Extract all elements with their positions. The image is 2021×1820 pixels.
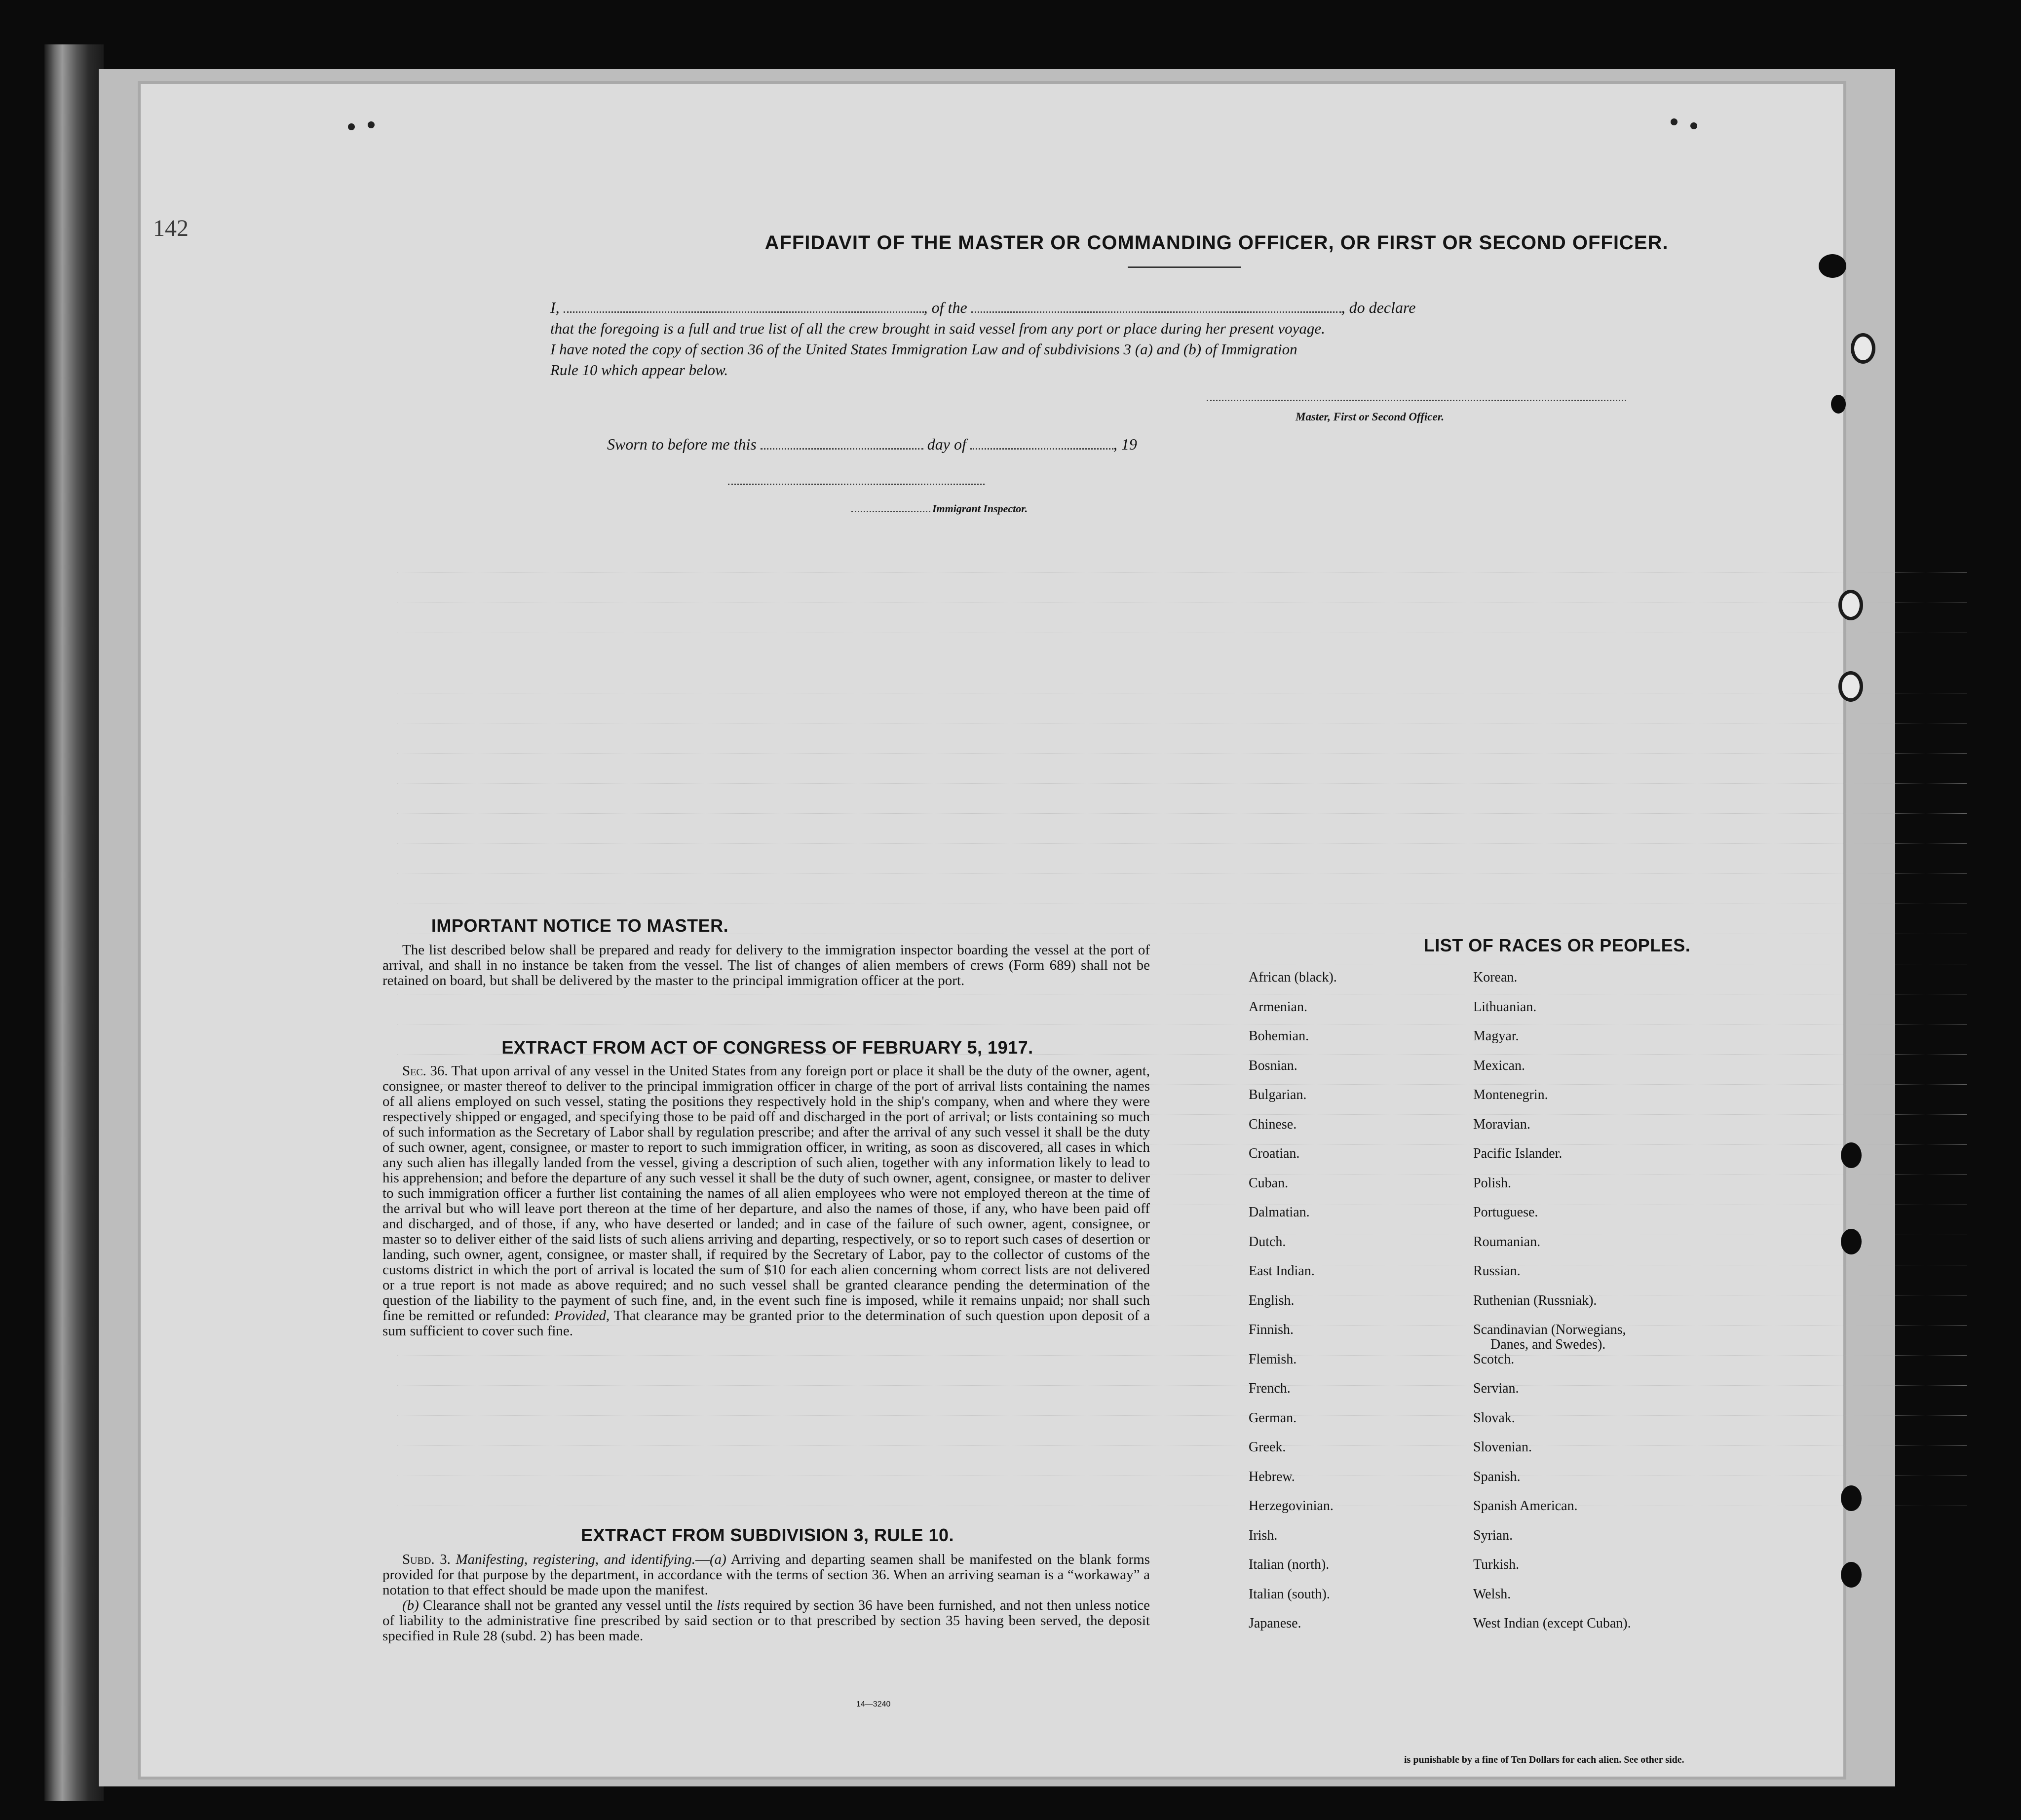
race-item: Bulgarian.: [1249, 1087, 1307, 1102]
race-item: Dutch.: [1249, 1234, 1286, 1250]
extract-act-title: EXTRACT FROM ACT OF CONGRESS OF FEBRUARY 5, 1917.: [501, 1037, 1033, 1058]
affidavit-i: I,: [550, 299, 560, 316]
race-item: Lithuanian.: [1473, 999, 1537, 1015]
para-a-text: Arriving and departing seamen shall be manifested on the blank forms provided for that purpose by the department, in accordance with the terms of section 36. When an arriving seaman is a “workaway” a notation to that effect should be made upon the manifest.: [382, 1552, 1150, 1598]
race-item: Ruthenian (Russniak).: [1473, 1292, 1597, 1308]
race-item: Finnish.: [1249, 1322, 1294, 1337]
signature-label: Master, First or Second Officer.: [1296, 411, 1445, 423]
sworn-day-blank: [761, 448, 923, 450]
para-b-lists: lists: [717, 1597, 740, 1613]
inspector-line: [851, 502, 1028, 515]
sworn-month-blank: [970, 448, 1113, 450]
provided-word: Provided,: [554, 1308, 610, 1324]
ink-spot: [1671, 118, 1678, 125]
para-a-label: (a): [709, 1552, 726, 1567]
race-item: Russian.: [1473, 1263, 1521, 1279]
name-blank: [564, 311, 924, 313]
race-item: Flemish.: [1249, 1351, 1297, 1367]
ink-spot: [348, 123, 355, 130]
inspector-label: Immigrant Inspector.: [932, 502, 1028, 515]
footer-note: is punishable by a fine of Ten Dollars for each alien. See other side.: [1404, 1754, 1684, 1765]
ink-spot: [368, 121, 375, 128]
notice-text: [382, 943, 1150, 988]
race-item: Dalmatian.: [1249, 1205, 1310, 1220]
race-item: French.: [1249, 1381, 1291, 1396]
sec-label: Sec. 36.: [402, 1063, 448, 1079]
notice-title: IMPORTANT NOTICE TO MASTER.: [431, 915, 729, 936]
race-item: Japanese.: [1249, 1616, 1301, 1631]
race-item: Slovenian.: [1473, 1440, 1532, 1455]
punch-ring: [1851, 333, 1875, 364]
sworn-line: [607, 435, 1137, 454]
race-item: Welsh.: [1473, 1586, 1511, 1602]
sworn-year: , 19: [1113, 435, 1137, 453]
sec-36-end: That clearance may be granted prior to the determination of such question upon deposit of a sum sufficient to cover such fine.: [382, 1308, 1150, 1339]
sworn-day-of: day of: [927, 435, 966, 453]
race-item: Irish.: [1249, 1527, 1278, 1543]
binder-edge: [44, 44, 104, 1801]
sec-36-text: That upon arrival of any vessel in the United States from any foreign port or place it shall be the duty of the owner, agent, consignee, or master thereof to deliver to the principal immigration officer in charge of the port of arrival lists containing the names of all aliens employed on such vessel, stating the positions they respectively hold in the ship's company, when and where they were respectively shipped or engaged, and specifying those to be paid off and discharged in the port of arrival; or lists containing so much of such information as the Secretary of Labor shall by regulation prescribe; and after the arrival of any such vessel it shall be the duty of such owner, agent, consignee, or master to report to such immigration officer, in writing, as soon as discovered, all cases in which any such alien has illegally landed from the vessel, giving a description of such alien, together with any information likely to lead to his apprehension; and before the departure of any such vessel it shall be the duty of such owner, agent, consignee, or master to deliver to such immigration officer a further list containing the names of all alien employees who were not employed thereon at the time of the arrival but who will leave port thereon at the time of her departure, and also the names of those, if any, who have been paid off and discharged, and of those, if any, who have deserted or landed; and in case of the failure of such owner, agent, consignee, or master so to deliver either of the said lists of such aliens arriving and departing, respectively, or so to report such cases of desertion or landing, such owner, agent, consignee, or master shall, if required by the Secretary of Labor, pay to the collector of customs of the customs district in which the port of arrival is located the sum of $10 for each alien concerning whom correct lists are not delivered or a true report is not made as above required; and no such vessel shall be granted clearance pending the determination of the question of the liability to the payment of such fine, and, in the event such fine is imposed, while it remains unpaid; nor shall such fine be remitted or refunded:: [382, 1063, 1150, 1324]
signature-line: [1207, 400, 1626, 401]
race-item: Mexican.: [1473, 1058, 1525, 1073]
subd-heading: Manifesting, registering, and identifying.: [456, 1552, 695, 1567]
affidavit-line-2: that the foregoing is a full and true list of all the crew brought in said vessel from any port or place during her present voyage.: [550, 320, 1325, 337]
race-item: Montenegrin.: [1473, 1087, 1548, 1102]
race-item: Cuban.: [1249, 1175, 1289, 1191]
notice-paragraph: The list described below shall be prepared and ready for delivery to the immigration inspector boarding the vessel at the port of arrival, and shall in no instance be taken from the vessel. The list of changes of alien members of crews (Form 689) shall not be retained on board, but shall be delivered by the master to the principal immigration officer at the port.: [382, 942, 1150, 988]
affidavit-declare: , do declare: [1341, 299, 1416, 316]
race-item: Chinese.: [1249, 1116, 1297, 1132]
race-item: Spanish American.: [1473, 1498, 1578, 1514]
punch-hole: [1819, 254, 1846, 278]
ink-spot: [1690, 122, 1697, 129]
race-item: African (black).: [1249, 970, 1337, 985]
title-divider: [1128, 266, 1241, 268]
race-item: Turkish.: [1473, 1557, 1520, 1572]
punch-hole: [1831, 395, 1846, 414]
punch-hole: [1841, 1229, 1862, 1254]
para-b-start: Clearance shall not be granted any vessel until the: [422, 1597, 713, 1613]
race-item: Greek.: [1249, 1440, 1286, 1455]
race-item: Pacific Islander.: [1473, 1146, 1563, 1161]
race-item: Spanish.: [1473, 1469, 1521, 1484]
race-item: Italian (south).: [1249, 1586, 1330, 1602]
inspector-signature-line: [728, 484, 985, 485]
affidavit-title: AFFIDAVIT OF THE MASTER OR COMMANDING OFFICER, OR FIRST OR SECOND OFFICER.: [764, 232, 1669, 254]
race-item: Scandinavian (Norwegians,: [1473, 1322, 1626, 1337]
race-item: Hebrew.: [1249, 1469, 1295, 1484]
punch-hole: [1841, 1485, 1862, 1511]
race-item: Herzegovinian.: [1249, 1498, 1334, 1514]
punch-ring: [1838, 671, 1863, 702]
race-item: Armenian.: [1249, 999, 1307, 1015]
race-item: Danes, and Swedes).: [1490, 1337, 1606, 1352]
punch-hole: [1841, 1142, 1862, 1168]
affidavit-line-3: I have noted the copy of section 36 of the United States Immigration Law and of subdivisions 3 (a) and (b) of Immigration: [550, 341, 1297, 358]
race-item: Servian.: [1473, 1381, 1519, 1396]
race-item: German.: [1249, 1410, 1297, 1426]
inspector-dots: [851, 511, 930, 512]
race-item: Moravian.: [1473, 1116, 1530, 1132]
race-item: Bosnian.: [1249, 1058, 1297, 1073]
para-b-label: (b): [402, 1597, 419, 1613]
subd-label: Subd. 3.: [402, 1552, 451, 1567]
affidavit-line-1: [550, 299, 1671, 317]
race-item: Korean.: [1473, 970, 1518, 985]
race-item: Slovak.: [1473, 1410, 1515, 1426]
extract-act-text: [382, 1063, 1150, 1339]
races-title: LIST OF RACES OR PEOPLES.: [1423, 935, 1691, 955]
race-item: Italian (north).: [1249, 1557, 1330, 1572]
race-item: West Indian (except Cuban).: [1473, 1616, 1631, 1631]
para-b-rest: required by section 36 have been furnished, and not then unless notice of liability to the administrative fine prescribed by said section or to that prescribed by section 35 having been served, the deposit specified in Rule 28 (subd. 2) has been made.: [382, 1597, 1150, 1644]
race-item: Roumanian.: [1473, 1234, 1541, 1250]
race-item: Scotch.: [1473, 1351, 1515, 1367]
vessel-blank: [971, 311, 1341, 313]
affidavit-line-4: Rule 10 which appear below.: [550, 361, 728, 379]
punch-ring: [1838, 590, 1863, 620]
race-item: Portuguese.: [1473, 1205, 1538, 1220]
sworn-label: Sworn to before me this: [607, 435, 757, 453]
race-item: Polish.: [1473, 1175, 1512, 1191]
race-item: Magyar.: [1473, 1028, 1519, 1044]
form-number: 14—3240: [856, 1700, 891, 1708]
race-item: English.: [1249, 1292, 1295, 1308]
extract-rule-title: EXTRACT FROM SUBDIVISION 3, RULE 10.: [580, 1525, 954, 1545]
race-item: Bohemian.: [1249, 1028, 1309, 1044]
race-item: East Indian.: [1249, 1263, 1315, 1279]
punch-hole: [1841, 1562, 1862, 1588]
race-item: Syrian.: [1473, 1527, 1513, 1543]
document-sheet: [141, 84, 1843, 1777]
race-item: Croatian.: [1249, 1146, 1300, 1161]
margin-number: 142: [153, 215, 189, 241]
extract-rule-text: Subd. 3. Manifesting, registering, and identifying.—(a) Arriving and departing seamen shall be manifested on the blank forms provided for that purpose by the department, in accordance with the terms of section 36. When an arriving seaman is a “workaway” a notation to that effect should be made upon the manifest. (b) Clearance shall not be granted any vessel until the lists required by section 36 have been furnished, and not then unless notice of liability to the administrative fine prescribed by said section or to that prescribed by section 35 having been served, the deposit specified in Rule 28 (subd. 2) has been made.: [382, 1552, 1150, 1644]
affidavit-of-the: , of the: [923, 299, 967, 316]
